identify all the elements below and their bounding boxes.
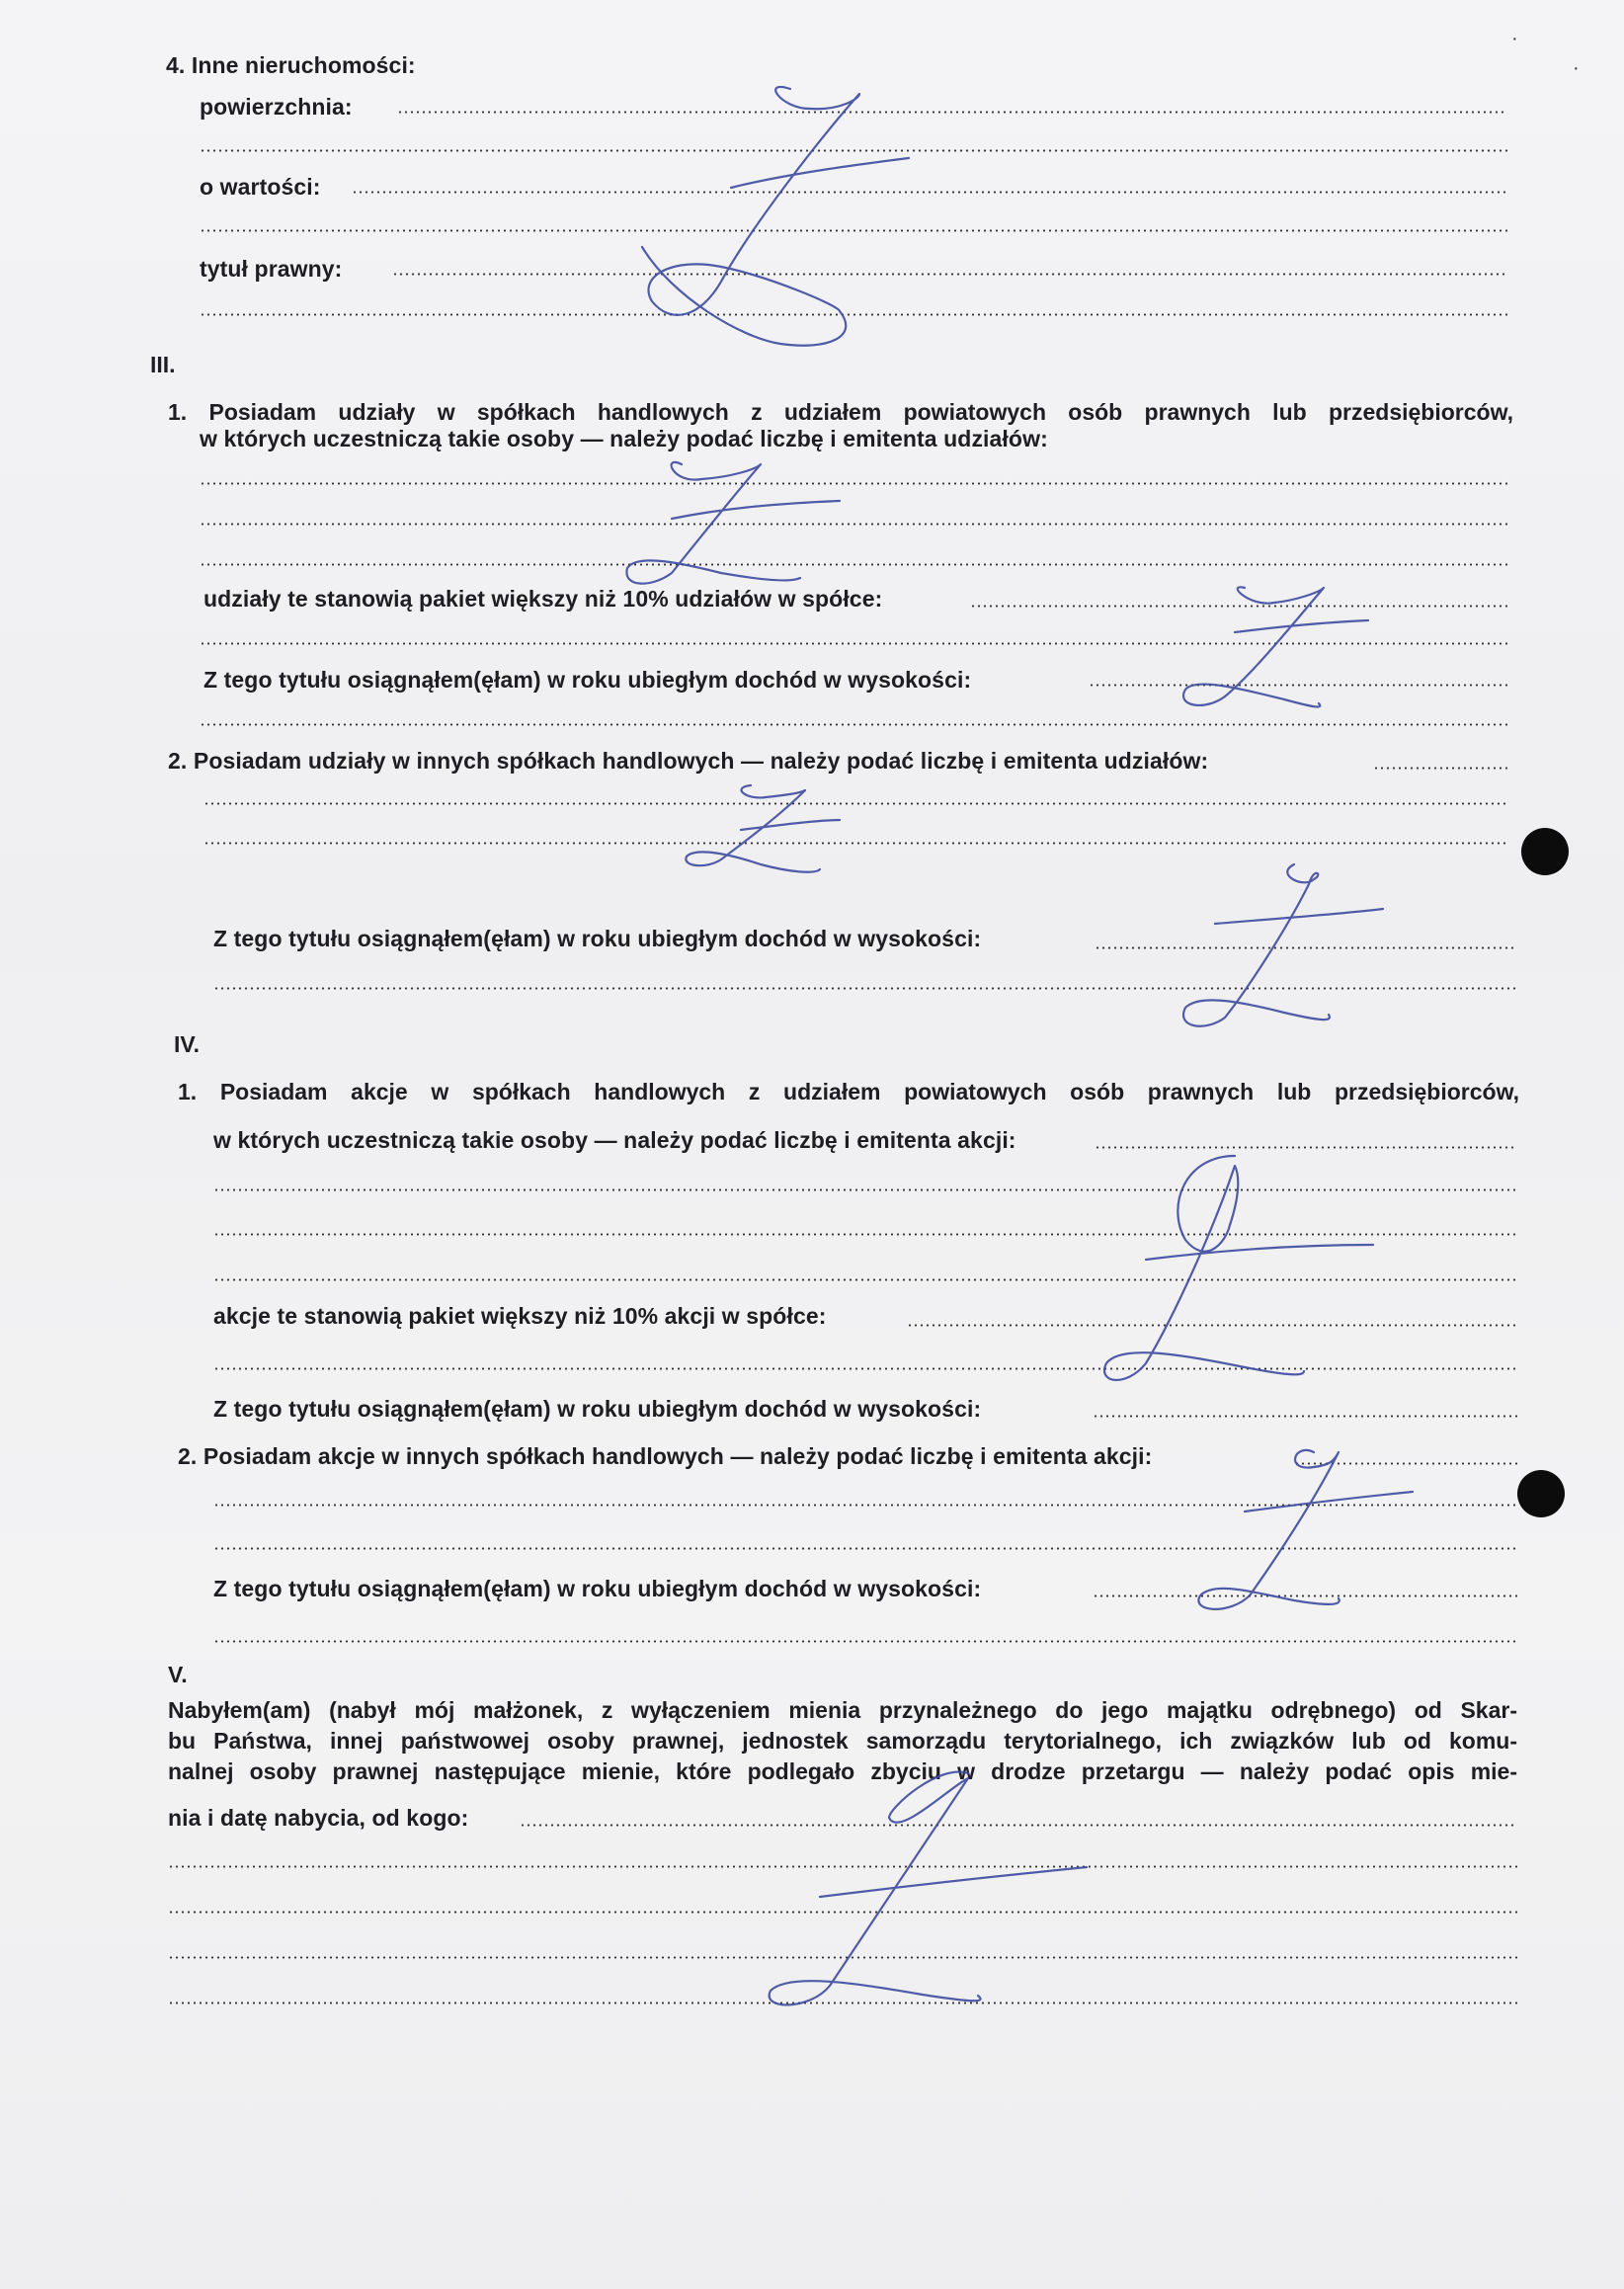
- value-dotted-line[interactable]: [352, 191, 1507, 194]
- shares-stake-label: udziały te stanowią pakiet większy niż 10% udziałów w spółce:: [203, 586, 883, 612]
- section-IV-item1-line1: 1. Posiadam akcje w spółkach handlowych z udziałem powiatowych osób prawnych lub przedsiębiorców,: [178, 1079, 1519, 1104]
- scan-speck: ·: [1511, 28, 1518, 49]
- legal-title-label: tytuł prawny:: [200, 256, 343, 282]
- section-III-item1-line1: 1. Posiadam udziały w spółkach handlowych z udziałem powiatowych osób prawnych lub przedsiębiorców,: [168, 399, 1513, 425]
- section-III-item2-line1: 2. Posiadam udziały w innych spółkach handlowych — należy podać liczbę i emitenta udziałów:: [168, 748, 1209, 774]
- value-label: o wartości:: [200, 174, 321, 200]
- section-III-item1-line2: w których uczestniczą takie osoby — należy podać liczbę i emitenta udziałów:: [200, 426, 1048, 451]
- section-V-line2: bu Państwa, innej państwowej osoby prawnej, jednostek samorządu terytorialnego, ich związków lub od komu-: [168, 1728, 1517, 1754]
- binder-hole-top: [1521, 828, 1569, 875]
- z-strike-mark-icon: [1156, 1432, 1432, 1630]
- section-IV-numeral: IV.: [174, 1031, 201, 1057]
- stocks-stake-label: akcje te stanowią pakiet większy niż 10% akcji w spółce:: [213, 1303, 827, 1329]
- other-stocks-income-dotted-line-2[interactable]: [213, 1640, 1517, 1643]
- shares-income-label: Z tego tytułu osiągnąłem(ęłam) w roku ubiegłym dochód w wysokości:: [203, 667, 972, 693]
- other-shares-dotted-line[interactable]: [1373, 767, 1507, 770]
- section-4-title: 4. Inne nieruchomości:: [166, 52, 416, 78]
- section-IV-item2-line1: 2. Posiadam akcje w innych spółkach handlowych — należy podać liczbę i emitenta akcji:: [178, 1443, 1153, 1469]
- z-strike-mark-icon: [652, 776, 879, 884]
- stocks-income-dotted-line[interactable]: [1093, 1415, 1517, 1418]
- z-strike-mark-icon: [612, 450, 869, 598]
- legal-title-dotted-line[interactable]: [392, 273, 1507, 276]
- z-strike-mark-icon: [1077, 1136, 1383, 1413]
- area-dotted-line[interactable]: [397, 111, 1507, 114]
- z-strike-mark-icon: [1156, 573, 1393, 731]
- section-V-line3: nalnej osoby prawnej następujące mienie, które podlegało zbyciu w drodze przetargu — należy podać opis mie-: [168, 1758, 1517, 1784]
- section-V-numeral: V.: [168, 1662, 188, 1687]
- other-stocks-income-label: Z tego tytułu osiągnąłem(ęłam) w roku ubiegłym dochód w wysokości:: [213, 1576, 982, 1601]
- section-V-line4: nia i datę nabycia, od kogo:: [168, 1805, 469, 1831]
- z-strike-mark-icon: [612, 79, 929, 366]
- stocks-income-label: Z tego tytułu osiągnąłem(ęłam) w roku ubiegłym dochód w wysokości:: [213, 1396, 982, 1422]
- z-strike-mark-icon: [711, 1758, 1106, 2035]
- area-label: powierzchnia:: [200, 94, 353, 120]
- scan-speck-2: ·: [1573, 57, 1580, 79]
- section-V-line1: Nabyłem(am) (nabył mój małżonek, z wyłączeniem mienia przynależnego do jego majątku odrębnego) od Skar-: [168, 1697, 1517, 1723]
- binder-hole-bottom: [1517, 1470, 1565, 1517]
- other-shares-income-label: Z tego tytułu osiągnąłem(ęłam) w roku ubiegłym dochód w wysokości:: [213, 926, 982, 951]
- section-IV-item1-line2: w których uczestniczą takie osoby — należy podać liczbę i emitenta akcji:: [213, 1127, 1016, 1153]
- z-strike-mark-icon: [1146, 855, 1403, 1042]
- section-III-numeral: III.: [150, 352, 176, 377]
